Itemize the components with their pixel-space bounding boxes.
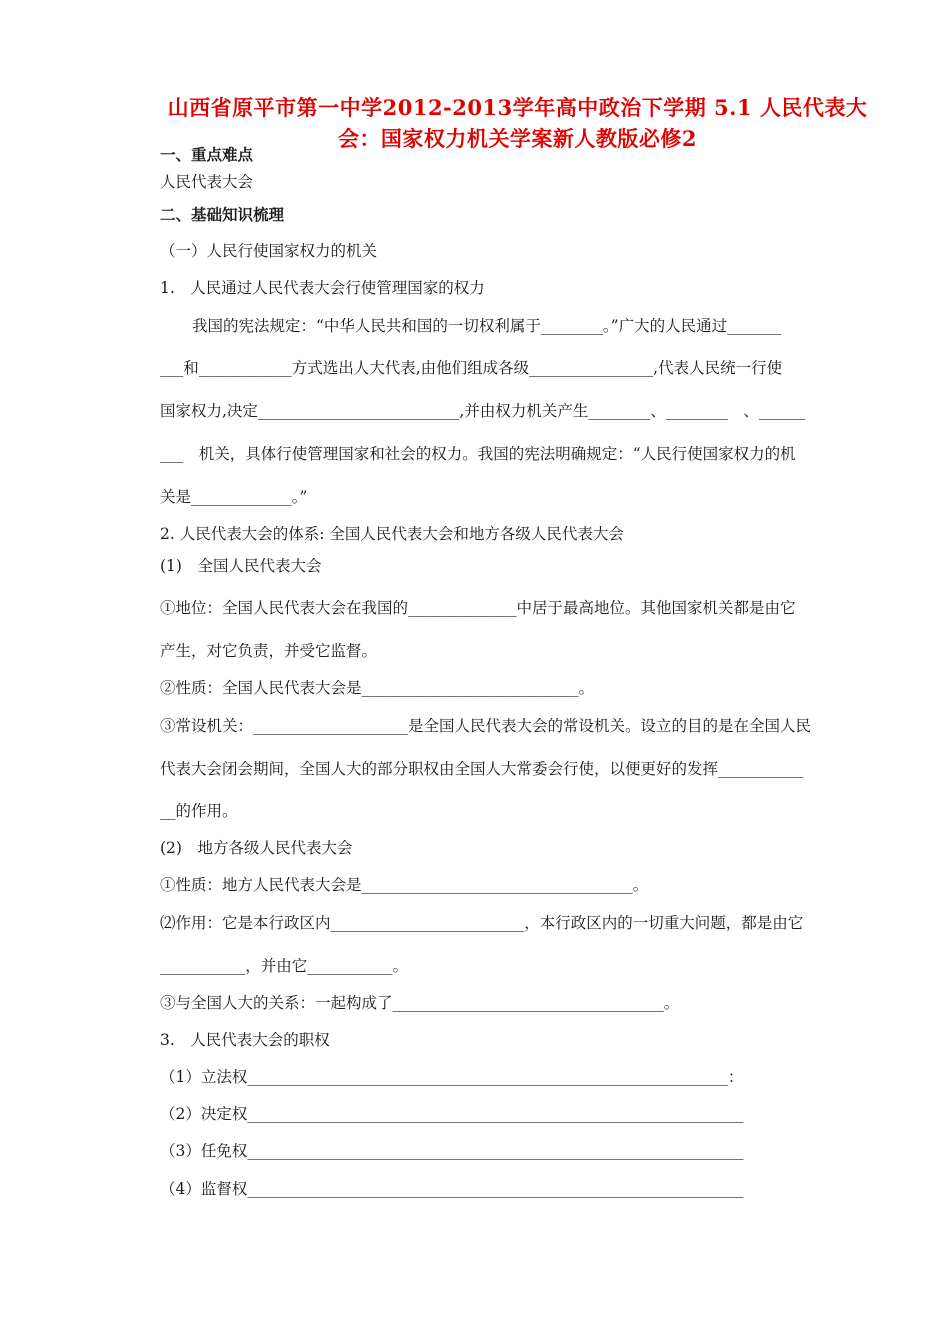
text-line: ②性质：全国人民代表大会是____________________________。 xyxy=(160,679,595,697)
document-title: 山西省原平市第一中学2012-2013学年高中政治下学期 5.1 人民代表大会：国家权力机关学案新人教版必修2 xyxy=(167,95,868,151)
heading-key-points: 一、重点难点 xyxy=(160,145,254,164)
text-line: ③与全国人大的关系：一起构成了___________________________________。 xyxy=(160,994,680,1012)
text-line: 国家权力,决定__________________________,并由权力机关产生________、________ 、______ xyxy=(160,402,806,420)
numbered-heading: 2. 人民代表大会的体系: 全国人民代表大会和地方各级人民代表大会 xyxy=(160,525,624,543)
numbered-heading: 1. 人民通过人民代表大会行使管理国家的权力 xyxy=(160,279,485,297)
power-item-appointment: （3）任免权________________________________________________________________ xyxy=(160,1142,744,1160)
power-item-supervision: （4）监督权________________________________________________________________ xyxy=(160,1180,744,1198)
section-heading: （一）人民行使国家权力的机关 xyxy=(160,242,378,260)
text-line: ③常设机关：____________________是全国人民代表大会的常设机关。设立的目的是在全国人民 xyxy=(160,717,812,735)
power-item-decision: （2）决定权________________________________________________________________ xyxy=(160,1105,744,1123)
text-line: ___和____________方式选出人大代表,由他们组成各级________________,代表人民统一行使 xyxy=(160,359,783,377)
text-line: ⑵作用：它是本行政区内_________________________，本行政区内的一切重大问题，都是由它 xyxy=(160,914,804,932)
text-line: 人民代表大会 xyxy=(160,173,254,191)
text-line: 代表大会闭会期间，全国人大的部分职权由全国人大常委会行使，以便更好的发挥___________ xyxy=(160,760,804,778)
text-line: 关是_____________。” xyxy=(160,488,308,506)
text-line: ___ 机关，具体行使管理国家和社会的权力。我国的宪法明确规定：“人民行使国家权力的机 xyxy=(160,445,796,463)
text-line: ①地位：全国人民代表大会在我国的______________中居于最高地位。其他国家机关都是由它 xyxy=(160,599,796,617)
sub-heading: (1) 全国人民代表大会 xyxy=(160,557,322,575)
numbered-heading: 3. 人民代表大会的职权 xyxy=(160,1031,330,1049)
sub-heading: (2) 地方各级人民代表大会 xyxy=(160,839,353,857)
text-line: ___________，并由它___________。 xyxy=(160,957,409,975)
text-line: __的作用。 xyxy=(160,802,238,820)
text-line: 产生，对它负责，并受它监督。 xyxy=(160,642,378,660)
text-line: 我国的宪法规定：“中华人民共和国的一切权利属于________。”广大的人民通过_______ xyxy=(192,317,782,335)
power-item-legislative: （1）立法权______________________________________________________________： xyxy=(160,1068,744,1086)
text-line: ①性质：地方人民代表大会是___________________________________。 xyxy=(160,876,649,894)
heading-basic-knowledge: 二、基础知识梳理 xyxy=(160,205,285,224)
